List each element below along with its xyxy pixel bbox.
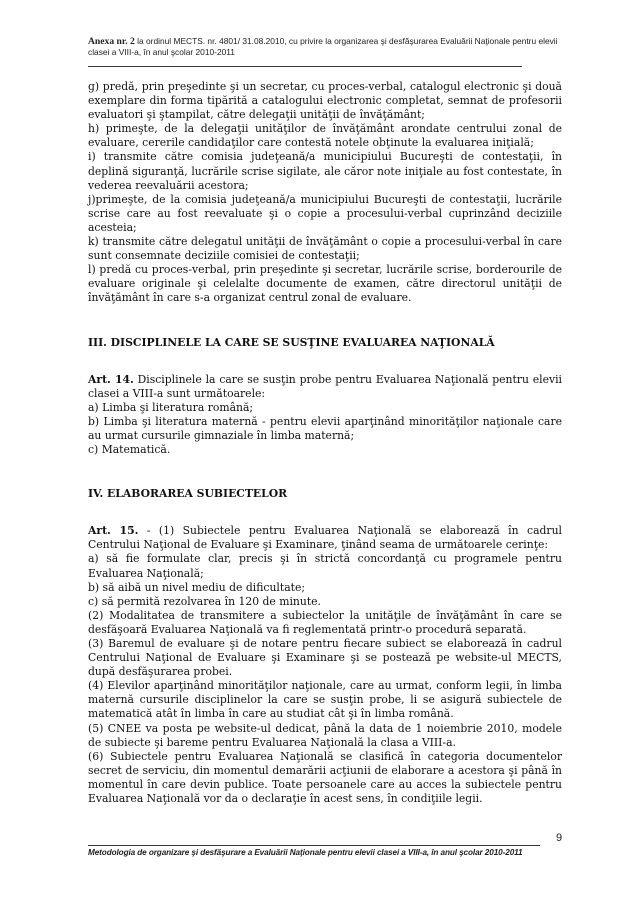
article-14 (88, 373, 562, 401)
art15-item-b: b) să aibă un nivel mediu de dificultate; (88, 580, 306, 594)
art15-paragraph-3: (3) Baremul de evaluare şi de notare pentru fiecare subiect se elaborează în cadrul Centrului Naţional de Evaluare şi Examinare şi se postează pe website-ul MECTS, după desfăşurarea probei. (88, 637, 562, 679)
page-footer: Metodologia de organizare şi desfăşurare a Evaluării Naţionale pentru elevii clasei a VIII-a, în anul şcolar 2010-2011 (88, 848, 523, 857)
list-item-l: l) predă cu proces-verbal, prin preşedinte şi secretar, lucrările scrise, borderourile de evaluare originale şi celelalte documente de examen, către directorul unităţii de învăţământ în care s-a organizat centrul zonal de evaluare. (88, 263, 562, 305)
article-15-text: - (1) Subiectele pentru Evaluarea Naţională se elaborează în cadrul Centrului Naţional de Evaluare şi Examinare, ţinând seama de următoarele cerinţe: (88, 524, 562, 552)
art15-item-c: c) să permită rezolvarea în 120 de minute. (88, 594, 321, 608)
art15-paragraph-6: (6) Subiectele pentru Evaluarea Naţională se clasifică în categoria documentelor secret de serviciu, din momentul demarării acţiunii de elaborare a acestora şi până în momentul în care devin publice. Toate persoanele care au acces la subiectele pentru Evaluarea Naţională vor da o declaraţie în acest sens, în condiţiile legii. (88, 749, 562, 806)
annex-text: la ordinul MECTS. nr. 4801/ 31.08.2010, cu privire la organizarea şi desfăşurarea Evaluării Naţionale pentru elevii clasei a VIII-a, în anul şcolar 2010-2011 (88, 36, 558, 57)
footer-divider (88, 845, 540, 846)
list-item-k: k) transmite către delegatul unităţii de învăţământ o copie a procesului-verbal în care sunt consemnate deciziile comisiei de contestaţii; (88, 235, 562, 263)
list-item-g: g) predă, prin preşedinte şi un secretar, cu proces-verbal, catalogul electronic şi două exemplare din forma tipărită a catalogului electronic completat, semnat de profesorii evaluatori şi ştampilat, către delegaţii unităţii de învăţământ; (88, 80, 562, 122)
art15-paragraph-2: (2) Modalitatea de transmitere a subiectelor la unităţile de învăţământ în care se desfăşoară Evaluarea Naţională va fi reglementată printr-o procedură separată. (88, 608, 562, 636)
section-title-iv: IV. ELABORAREA SUBIECTELOR (88, 487, 288, 501)
article-14-text: Disciplinele la care se susţin probe pentru Evaluarea Naţională pentru elevii clasei a VIII-a sunt următoarele: (88, 372, 562, 400)
page-header (88, 36, 568, 58)
art15-paragraph-5: (5) CNEE va posta pe website-ul dedicat, până la data de 1 noiembrie 2010, modele de subiecte şi bareme pentru Evaluarea Naţională la clasa a VIII-a. (88, 721, 562, 749)
art14-item-c: c) Matematică. (88, 443, 171, 457)
article-15-label: Art. 15. (88, 524, 139, 538)
list-item-j: j)primeşte, de la comisia judeţeană/a municipiului Bucureşti de contestaţii, lucrările scrise care au fost reevaluate şi o copie a procesului-verbal cuprinzând deciziile acesteia; (88, 192, 562, 234)
page-number: 9 (556, 832, 563, 844)
annex-label: Anexa nr. 2 (88, 36, 135, 47)
article-15 (88, 524, 562, 552)
header-divider (88, 66, 522, 67)
list-item-i: i) transmite către comisia judeţeană/a municipiului Bucureşti de contestaţii, în deplină siguranţă, lucrările scrise sigilate, ale căror note iniţiale au fost contestate, în vederea reevaluării acestora; (88, 150, 562, 192)
art15-paragraph-4: (4) Elevilor aparţinând minorităţilor naţionale, care au urmat, conform legii, în limba maternă cursurile disciplinelor la care se susţin probe, li se asigură subiectele de matematică atât în limba în care au studiat cât şi în limba română. (88, 679, 562, 721)
document-body (88, 80, 562, 806)
list-item-h: h) primeşte, de la delegaţii unităţilor de învăţământ arondate centrului zonal de evaluare, cererile candidaţilor care contestă notele obţinute la evaluarea iniţială; (88, 122, 562, 150)
article-14-label: Art. 14. (88, 372, 134, 386)
art14-item-a: a) Limba şi literatura română; (88, 400, 254, 414)
section-title-iii: III. DISCIPLINELE LA CARE SE SUSŢINE EVALUAREA NAŢIONALĂ (88, 335, 495, 349)
art14-item-b: b) Limba şi literatura maternă - pentru elevii aparţinând minorităţilor naţionale care au urmat cursurile gimnaziale în limba maternă; (88, 414, 562, 442)
art15-item-a: a) să fie formulate clar, precis şi în strictă concordanţă cu programele pentru Evaluarea Naţională; (88, 552, 562, 580)
